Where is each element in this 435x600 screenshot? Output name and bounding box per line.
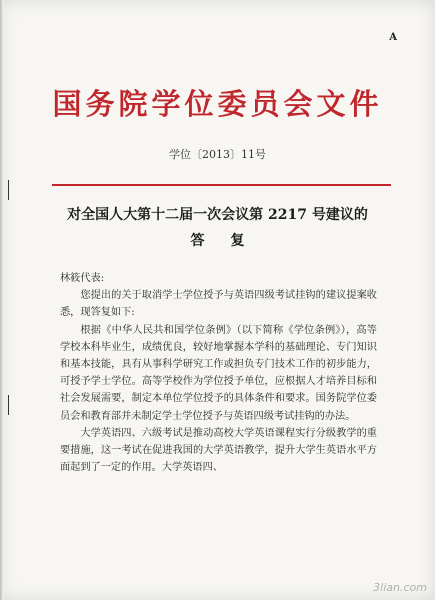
red-separator-line bbox=[52, 184, 391, 186]
salutation: 林筱代表: bbox=[60, 273, 105, 284]
paragraph-2: 根据《中华人民共和国学位条例》（以下简称《学位条例》），高等学校本科毕业生，成绩优良，较好地掌握本学科的基础理论、专门知识和基本技能，具有从事科学研究工作或担负专门技术工作的初步能力，可授予学士学位。高等学校作为学位授予单位，应根据人才培养目标和社会发展需要，制定本单位学位授予的具体条件和要求。国务院学位委员会和教育部并未制定学士学位授予与英语四级考试挂钩的办法。 bbox=[60, 324, 377, 422]
document-header-title: 国务院学位委员会文件 bbox=[52, 87, 383, 121]
margin-mark bbox=[8, 395, 9, 415]
reply-subtitle: 答复 bbox=[190, 233, 271, 249]
document-body bbox=[60, 270, 377, 476]
margin-mark bbox=[8, 180, 9, 200]
corner-mark: A bbox=[389, 32, 397, 43]
reply-title: 对全国人大第十二届一次会议第 2217 号建议的 bbox=[67, 207, 368, 223]
paragraph-3: 大学英语四、六级考试是推动高校大学英语课程实行分级教学的重要措施，这一考试在促进我国的大学英语教学，提升大学生英语水平方面起到了一定的作用。大学英语四、 bbox=[60, 427, 377, 474]
document-number: 学位〔2013〕11号 bbox=[169, 148, 266, 161]
watermark: 3lian.com bbox=[373, 581, 427, 594]
paragraph-1: 您提出的关于取消学士学位授予与英语四级考试挂钩的建议提案收悉，现答复如下: bbox=[60, 290, 377, 319]
